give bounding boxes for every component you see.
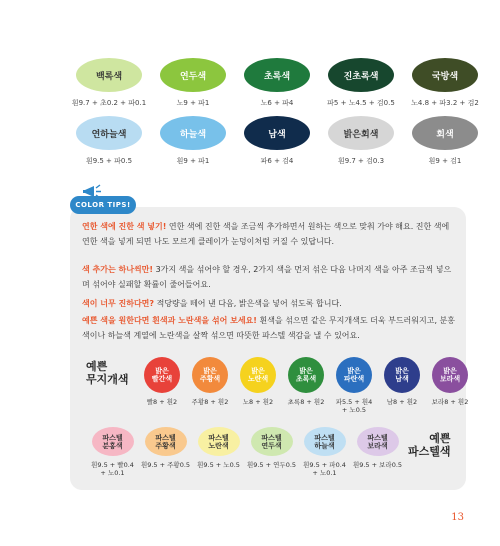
swatch-item <box>156 116 230 166</box>
pastel-item <box>86 427 139 477</box>
color-circle <box>192 357 228 393</box>
pastel-line1: 파스텔 <box>208 433 229 442</box>
circle-line2: 보라색 <box>439 375 461 383</box>
formula-line1: 보라8 + 흰2 <box>431 398 469 406</box>
pastel-line2: 연두색 <box>261 441 282 450</box>
formula-line1: 흰9.5 + 파0.4 <box>303 461 346 469</box>
circle-line1: 밝은 <box>347 367 361 375</box>
color-circle <box>240 357 276 393</box>
pastel-item <box>298 427 351 477</box>
pastel-formula <box>247 461 296 469</box>
circle-line1: 밝은 <box>443 367 457 375</box>
circle-formula <box>192 398 229 406</box>
pastel-item <box>245 427 298 477</box>
swatch-formula: 노4.8 + 파3.2 + 검2 <box>411 99 479 107</box>
pastel-line2: 노란색 <box>208 441 229 450</box>
tip-text: 적당량을 떼어 낸 다음, 밝은색을 넣어 섞도록 합니다. <box>154 299 342 308</box>
circle-line1: 밝은 <box>299 367 313 375</box>
swatch-formula: 흰9.7 + 초0.2 + 파0.1 <box>71 99 147 107</box>
swatch-formula: 파6 + 검4 <box>260 157 294 165</box>
formula-line1: 흰9.5 + 노0.5 <box>197 461 240 469</box>
circle-line2: 파란색 <box>343 375 365 383</box>
rainbow-label-line1: 예쁜 <box>86 360 108 373</box>
pastel-line1: 파스텔 <box>367 433 388 442</box>
swatch-oval: 남색 <box>244 116 310 150</box>
swatch-formula: 흰9 + 검1 <box>428 157 462 165</box>
pastel-line2: 하늘색 <box>314 441 335 450</box>
circle-line2: 초록색 <box>295 375 317 383</box>
pastel-formula <box>303 461 346 477</box>
tip-highlight: 연한 색에 진한 색 넣기! <box>82 222 167 231</box>
circle-line1: 밝은 <box>251 367 265 375</box>
pastel-line1: 파스텔 <box>102 433 123 442</box>
swatch-row-1 <box>72 58 482 108</box>
tip-paragraph-1 <box>82 219 458 249</box>
formula-line1: 흰9.5 + 연두0.5 <box>246 461 297 469</box>
formula-line2: + 노0.5 <box>341 406 367 414</box>
pastel-item <box>351 427 404 477</box>
circle-line2: 빨간색 <box>151 375 173 383</box>
page-number: 13 <box>451 512 464 523</box>
formula-line1: 주황8 + 흰2 <box>191 398 229 406</box>
formula-line1: 남8 + 흰2 <box>386 398 418 406</box>
formula-line2: + 노0.1 <box>100 469 125 477</box>
swatch-item <box>408 58 482 108</box>
rainbow-item <box>234 357 282 414</box>
swatch-formula: 노6 + 파4 <box>260 99 294 107</box>
color-circle <box>144 357 180 393</box>
pastel-item <box>192 427 245 477</box>
rainbow-item <box>186 357 234 414</box>
color-tips-badge: COLOR TIPS! <box>70 196 136 214</box>
pastel-oval <box>357 427 399 456</box>
tip-paragraph-4 <box>82 313 458 343</box>
swatch-item <box>408 116 482 166</box>
swatch-item <box>156 58 230 108</box>
swatch-item <box>240 116 314 166</box>
pastel-line2: 분홍색 <box>102 441 123 450</box>
formula-line1: 흰9.5 + 빨0.4 <box>91 461 134 469</box>
pastel-formula <box>91 461 134 477</box>
rainbow-item <box>138 357 186 414</box>
swatch-oval: 백록색 <box>76 58 142 92</box>
formula-line1: 빨8 + 흰2 <box>146 398 178 406</box>
pastel-line1: 파스텔 <box>314 433 335 442</box>
swatch-oval: 연하늘색 <box>76 116 142 150</box>
color-circle <box>288 357 324 393</box>
swatch-oval: 초록색 <box>244 58 310 92</box>
swatch-item <box>72 58 146 108</box>
formula-line1: 노8 + 흰2 <box>242 398 274 406</box>
tip-text: 3가지 색을 섞어야 할 경우, 2가지 색을 먼저 섞은 다음 나머지 색을 아주 조금씩 넣으며 섞어야 실패할 확률이 줄어들어요. <box>82 265 452 289</box>
pastel-oval <box>304 427 346 456</box>
swatch-oval: 밝은회색 <box>328 116 394 150</box>
rainbow-group-label <box>86 360 129 386</box>
formula-line1: 흰9.5 + 보라0.5 <box>352 461 403 469</box>
circle-formula <box>387 398 417 406</box>
circle-line2: 남색 <box>395 375 409 383</box>
circle-formula <box>336 398 373 414</box>
tip-highlight: 색 추가는 하나씩만! <box>82 265 154 274</box>
circle-line2: 주황색 <box>199 375 221 383</box>
color-circle <box>384 357 420 393</box>
swatch-item <box>240 58 314 108</box>
pastel-formula <box>353 461 402 469</box>
circle-line1: 밝은 <box>395 367 409 375</box>
swatch-row-2 <box>72 116 482 166</box>
tip-paragraph-2 <box>82 262 458 292</box>
swatch-formula: 흰9 + 파1 <box>176 157 210 165</box>
pastel-oval <box>198 427 240 456</box>
color-circle <box>336 357 372 393</box>
rainbow-item <box>426 357 474 414</box>
pastel-swatches <box>86 427 404 477</box>
tip-highlight: 색이 너무 진하다면? <box>82 299 155 308</box>
pastel-label-line2: 파스텔색 <box>408 445 451 458</box>
pastel-oval <box>145 427 187 456</box>
formula-line1: 초록8 + 흰2 <box>287 398 325 406</box>
swatch-formula: 흰9.7 + 검0.3 <box>337 157 385 165</box>
pastel-oval <box>92 427 134 456</box>
circle-line1: 밝은 <box>155 367 169 375</box>
pastel-line2: 보라색 <box>367 441 388 450</box>
rainbow-swatches <box>138 357 474 414</box>
tip-text: 연한 색에 진한 색을 조금씩 추가하면서 원하는 색으로 맞춰 가야 해요. 진한 색에 연한 색을 넣게 되면 나도 모르게 클레이가 눈덩이처럼 커질 수 있답니다. <box>82 222 450 246</box>
rainbow-item <box>330 357 378 414</box>
circle-line1: 밝은 <box>203 367 217 375</box>
color-circle <box>432 357 468 393</box>
swatch-oval: 연두색 <box>160 58 226 92</box>
swatch-item <box>72 116 146 166</box>
formula-line1: 파5.5 + 흰4 <box>335 398 373 406</box>
formula-line1: 흰9.5 + 주황0.5 <box>140 461 191 469</box>
swatch-formula: 흰9.5 + 파0.5 <box>85 157 133 165</box>
swatch-oval: 진초록색 <box>328 58 394 92</box>
rainbow-item <box>282 357 330 414</box>
pastel-label-line1: 예쁜 <box>429 432 451 445</box>
swatch-formula: 노9 + 파1 <box>176 99 210 107</box>
circle-formula <box>147 398 177 406</box>
pastel-formula <box>197 461 240 469</box>
swatch-oval: 회색 <box>412 116 478 150</box>
pastel-item <box>139 427 192 477</box>
tip-highlight: 예쁜 색을 원한다면 흰색과 노란색을 섞어 보세요! <box>82 316 257 325</box>
formula-line2: + 노0.1 <box>312 469 337 477</box>
tip-text: 흰색을 섞으면 같은 무지개색도 더욱 부드러워지고, 분홍색이나 하늘색 계열에 노란색을 살짝 섞으면 따뜻한 파스텔 색감을 낼 수 있어요. <box>82 316 456 340</box>
pastel-oval <box>251 427 293 456</box>
swatch-item <box>324 116 398 166</box>
swatch-oval: 하늘색 <box>160 116 226 150</box>
swatch-oval: 국방색 <box>412 58 478 92</box>
tip-paragraph-3 <box>82 296 458 311</box>
circle-formula <box>243 398 273 406</box>
circle-formula <box>288 398 325 406</box>
pastel-formula <box>141 461 190 469</box>
rainbow-item <box>378 357 426 414</box>
pastel-line1: 파스텔 <box>155 433 176 442</box>
rainbow-label-line2: 무지개색 <box>86 373 129 386</box>
circle-line2: 노란색 <box>247 375 269 383</box>
pastel-line2: 주황색 <box>155 441 176 450</box>
circle-formula <box>432 398 469 406</box>
swatch-formula: 파5 + 노4.5 + 검0.5 <box>327 99 395 107</box>
swatch-item <box>324 58 398 108</box>
pastel-line1: 파스텔 <box>261 433 282 442</box>
pastel-group-label <box>408 432 451 458</box>
